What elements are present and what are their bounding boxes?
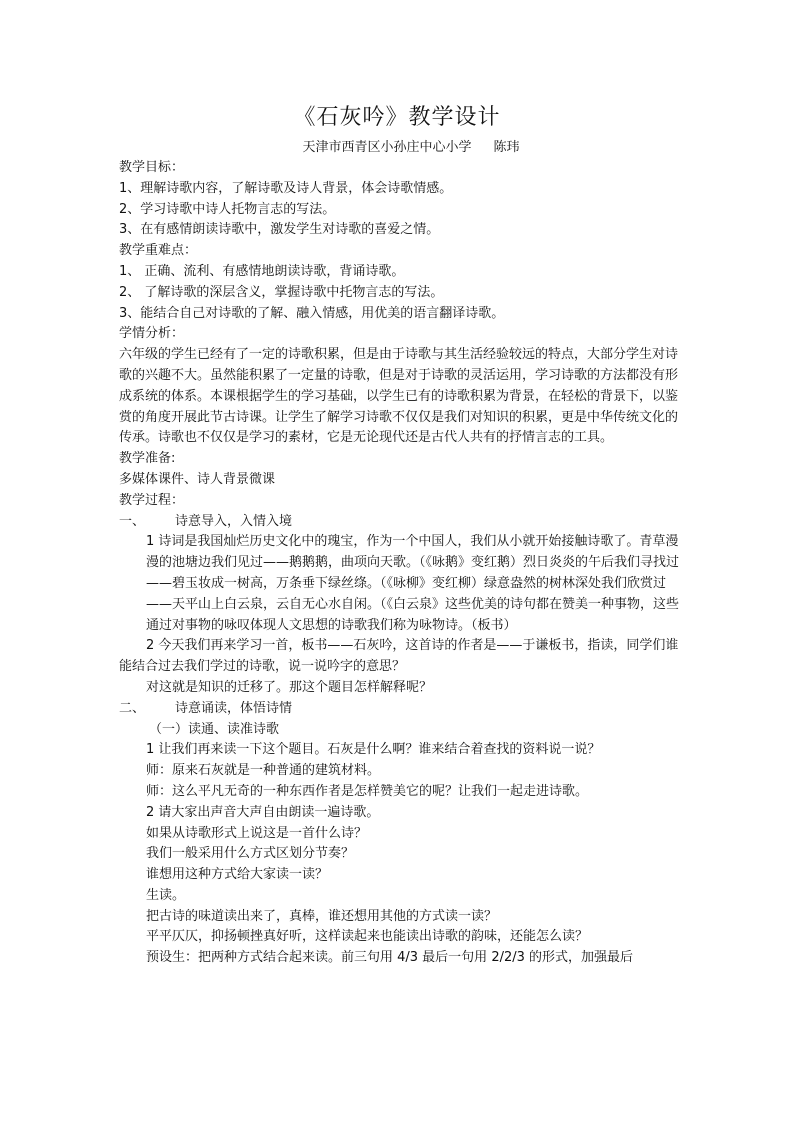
keys-heading: 教学重难点：: [119, 243, 198, 259]
process-heading: 教学过程：: [119, 492, 185, 508]
analysis-paragraph: 六年级的学生已经有了一定的诗歌积累，但是由于诗歌与其生活经验较远的特点，大部分学生对诗歌的兴趣不大。虽然能积累了一定量的诗歌，但是对于诗歌的灵活运用，学习诗歌的方法都没有形成系统的体系。本课根据学生的学习基础，以学生已有的诗歌积累为背景，在轻松的背景下，以鉴赏的角度开展此节古诗课。让学生了解学习诗歌不仅仅是我们对知识的积累，更是中华传统文化的传承。诗歌也不仅仅是学习的素材，它是无论现代还是古代人共有的抒情言志的工具。: [119, 347, 679, 446]
section-1-title: 诗意导入，入情入境: [175, 513, 293, 529]
section-2-line-10: 平平仄仄，抑扬顿挫真好听，这样读起来也能读出诗歌的韵味，还能怎么读？: [146, 929, 589, 945]
section-1-paragraph-3: 对这就是知识的迁移了。那这个题目怎样解释呢？: [146, 679, 433, 695]
goal-item-1: 1、理解诗歌内容，了解诗歌及诗人背景，体会诗歌情感。: [119, 180, 453, 196]
section-2-sub-1: （一）读通、读准诗歌: [149, 721, 280, 737]
section-1-paragraph-1: 1 诗词是我国灿烂历史文化中的瑰宝，作为一个中国人，我们从小就开始接触诗歌了。青草漫漫的池塘边我们见过——鹅鹅鹅，曲项向天歌。（《咏鹅》变红鹅）烈日炎炎的午后我们寻找过——碧玉妆成一树高，万条垂下绿丝绦。（《咏柳》变红柳）绿意盎然的树林深处我们欣赏过——天平山上白云泉，云自无心水自闲。（《白云泉》这些优美的诗句都在赞美一种事物，这些通过对事物的咏叹体现人文思想的诗歌我们称为咏物诗。（板书）: [146, 534, 680, 633]
section-2-line-11: 预设生：把两种方式结合起来读。前三句用 4/3 最后一句用 2/2/3 的形式，加强最后: [146, 950, 634, 966]
author-school: 天津市西青区小孙庄中心小学: [302, 140, 472, 155]
author-name: 陈玮: [493, 140, 520, 155]
section-2-number: 二、: [119, 700, 146, 716]
key-item-3: 3、能结合自己对诗歌的了解、融入情感，用优美的语言翻译诗歌。: [119, 305, 505, 321]
goals-heading: 教学目标：: [119, 160, 185, 175]
goal-item-3: 3、在有感情朗读诗歌中，激发学生对诗歌的喜爱之情。: [119, 222, 440, 238]
section-2-line-1: 1 让我们再来读一下这个题目。石灰是什么啊？谁来结合着查找的资料说一说？: [146, 742, 601, 758]
document-body: [119, 158, 679, 969]
document-title: 《石灰吟》教学设计: [293, 105, 501, 130]
section-2-title: 诗意诵读，体悟诗情: [175, 700, 293, 716]
section-2-line-8: 生读。: [146, 887, 186, 903]
section-1-paragraph-2: 2 今天我们再来学习一首，板书——石灰吟，这首诗的作者是——于谦板书，指读，同学们谁能结合过去我们学过的诗歌，说一说吟字的意思？: [119, 638, 679, 675]
section-2-line-5: 如果从诗歌形式上说这是一首什么诗？: [146, 825, 368, 841]
section-2-line-4: 2 请大家出声音大声自由朗读一遍诗歌。: [146, 804, 380, 820]
section-2-line-9: 把古诗的味道读出来了，真棒，谁还想用其他的方式读一读？: [146, 908, 498, 924]
key-item-2: 2、 了解诗歌的深层含义，掌握诗歌中托物言志的写法。: [119, 284, 444, 300]
author-line: [0, 138, 794, 158]
section-2-line-2: 师：原来石灰就是一种普通的建筑材料。: [146, 763, 381, 779]
section-2-line-6: 我们一般采用什么方式区划分节奏？: [146, 846, 355, 862]
goal-item-2: 2、学习诗歌中诗人托物言志的写法。: [119, 201, 336, 217]
key-item-1: 1、 正确、流利、有感情地朗读诗歌，背诵诗歌。: [119, 263, 405, 279]
section-1-heading: [119, 512, 679, 533]
section-2-heading: [119, 699, 679, 720]
prep-text: 多媒体课件、诗人背景微课: [119, 471, 276, 487]
section-1-number: 一、: [119, 513, 146, 529]
prep-heading: 教学准备:: [119, 451, 176, 467]
section-2-line-3: 师：这么平凡无奇的一种东西作者是怎样赞美它的呢？让我们一起走进诗歌。: [146, 783, 589, 799]
section-2-line-7: 谁想用这种方式给大家读一读？: [146, 867, 329, 883]
analysis-heading: 学情分析：: [119, 326, 185, 342]
